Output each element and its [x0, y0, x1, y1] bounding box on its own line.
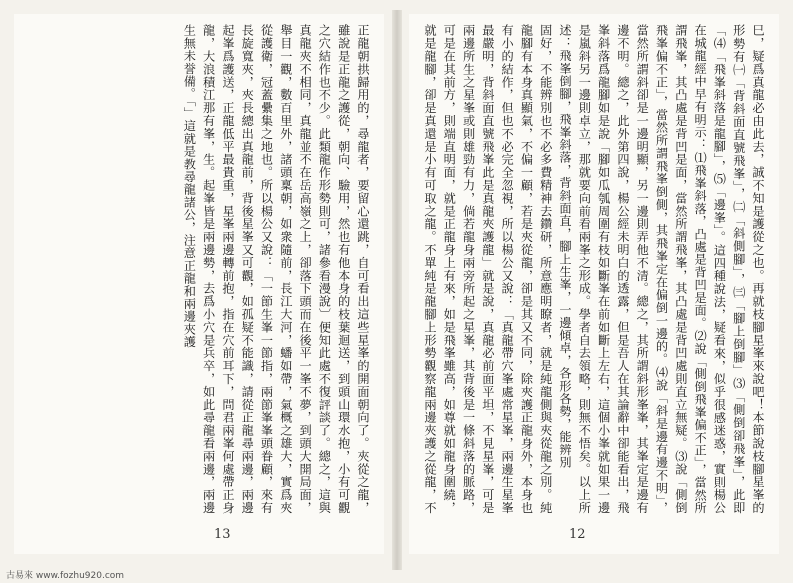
right-page-number: 12	[569, 527, 586, 542]
left-page-text	[26, 24, 372, 514]
left-page-number: 13	[214, 527, 231, 542]
right-page	[409, 14, 779, 554]
site-watermark: 古易來 www.fozhu920.com	[6, 571, 125, 581]
left-page	[14, 14, 384, 554]
right-paragraph-2: 固好，不能辨別也不必多費精神去鑽研，所意應明瞭者，就是純龍側與夾從龍之別。純龍腳有本身真顯氣，不偏一顧，若是夾從龍，卻是其又不同，除夾護正龍身外，本身也有小的結作，但也不必完全忽視，所以楊公又說：「真龍帶穴峯處常星峯，兩邊生星峯最嚴明，背斜面直號飛峯此是真龍夾護龍」就是說，真龍必前面平坦，不見星峯，可是兩邊所生之星峯或則雄勁有力，倘若龍身兩旁所起之星峯，其背後是一條斜落的脈路，可是在其前方，則端直明面，就是正龍身上有來，如是飛峯雖高，如尊就如龍身圍繞，就是龍腳，卻是真還是小有可取之龍。不單純是龍腳上形勢觀察龍兩邊夾護之從龍，不	[422, 24, 553, 514]
right-paragraph-1: 巳，疑爲真龍必由此去，誠不知是護從之也。再就枝腳星峯來說吧！本節說枝腳星峯的形勢有㈠「背斜面直號飛峯」，㈡「斜側腳」，㈢「腳上倒腳」⑶「側倒卻飛峯」，此即「⑷「飛峯斜落是龍腳」，⑸「邊峯」。這四種說法，疑看來，似乎很感迷惑，實則楊公在城龍經中早有明示：⑴飛峯斜落，凸處是背凹是面。⑵說「側倒飛峯偏不正」，當然所謂飛峯，其凸處是背凹是面，當然所謂飛峯，其凸處是背凹處則直立無疑。⑶說「側倒飛峯偏不正」，當然所謂飛峯倒側，其飛峯定在偏倒一邊的。⑷說「斜是邊有邊不明」，當然所謂斜卻是一邊明顯，另一邊則弄他不清。總之，其所謂斜形峯峯，其峯定是邊有邊不明。總之，此外第四說，楊公經未明白的透露，但是吾人在其論辭中卻能看出，飛峯斜落爲龍腳如是說「腳如瓜瓠周圍有枝如斷峯在前如斷上左右，這個小峯就如果一邊是嵐斜另一邊則卓立，那就要向前看兩峯之形成。學者自去領略，則無不悟矣。以上所述：飛峯倒腳，飛峯斜落，背斜面直，腳上生峯，一邊傾卓，各形各勢，能辨別	[558, 24, 765, 514]
right-page-text	[421, 24, 767, 514]
book-gutter	[392, 10, 402, 570]
left-paragraph-1: 正龍朝拱歸用的，尋龍者，要留心還跳，自可看出這些星峯的開面朝向了。夾從之龍，雖說是正龍之護從，朝向、驗用，然也有他本身的枝葉迴送，到頭山環水抱，小有可觀之穴結作也不少。此類龍作形勢則可，諸參看漫說〕便知此處不復評談了。總之，這與真龍夾不相同，真龍並不在岳高嶺之上，卻落下頭而在後平一峯不夢，到頭大開局面，舉目一觀，數百里外，諸頭稟朝，如衆隨前，長江大河，蟠如帶，氣概之雄大，實爲夾從護衛，冠蓋纍集之地也。所以楊公又說：「一節生峯一節指，兩節峯峯頭眷顧，來有長旋寬夾，夾長總出真龍前，背後星峯又可觀，如孤疑不能識，請從正龍尋兩邊，兩邊起峯爲護送，正龍低平最貴重，星峯兩邊轉前抱，指在穴前耳下，問君兩峯何處帶正身龍，大浪積江那有峯，生。起峯皆是兩邊勢，去爲小穴是兵卒，如此尋龍看兩邊，兩邊生無未誉備。「」這就是教尋龍諸公，注意正龍和兩邊夾護	[182, 24, 370, 514]
